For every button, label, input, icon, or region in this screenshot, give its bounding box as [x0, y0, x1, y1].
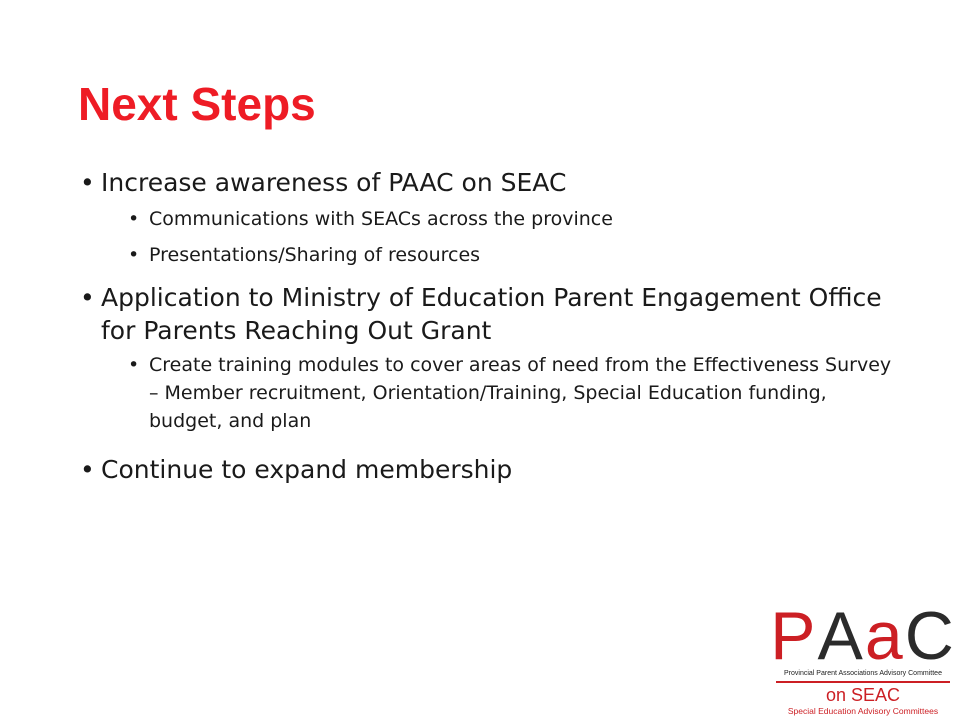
logo-letter: C [904, 598, 956, 674]
logo-subtitle: Special Education Advisory Committees [787, 706, 939, 716]
sub-list-container [80, 351, 900, 435]
bullet-increase-awareness [80, 166, 900, 199]
logo-on-seac: on SEAC [825, 685, 901, 705]
bullet-list [80, 166, 900, 486]
logo-letter: A [817, 598, 865, 674]
sub-bullet-presentations: • Presentations/Sharing of resources [128, 241, 900, 269]
sub-bullet-training-modules: • Create training modules to cover areas of need from the Effectiveness Survey – Member recruitment, Orientation/Training, Special Education funding, budget, and plan [128, 351, 900, 435]
paac-logo [770, 598, 956, 717]
logo-letter: a [864, 598, 905, 674]
sub-bullet-list [128, 351, 900, 435]
logo-divider [776, 681, 950, 683]
bullet-content [80, 166, 900, 486]
bullet-text: Increase awareness of PAAC on SEAC [101, 168, 567, 197]
sub-list-container [80, 205, 900, 269]
bullet-text: Continue to expand membership [101, 455, 513, 484]
logo-letter: P [770, 598, 818, 674]
bullet-membership [80, 453, 900, 486]
slide-title: Next Steps [78, 78, 316, 130]
bullet-application [80, 281, 900, 347]
sub-bullet-list [128, 205, 900, 269]
logo-caption: Provincial Parent Associations Advisory Committee [784, 670, 942, 677]
sub-bullet-communications: • Communications with SEACs across the province [128, 205, 900, 233]
bullet-text: Application to Ministry of Education Parent Engagement Office for Parents Reaching Out Grant [101, 283, 882, 345]
